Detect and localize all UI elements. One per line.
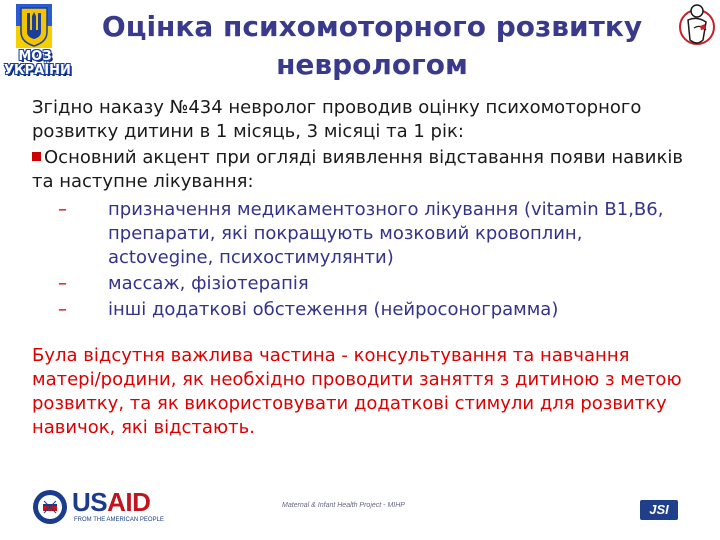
intro-paragraph: Згідно наказу №434 невролог проводив оцінку психомоторного розвитку дитини в 1 місяць, 3 місяці та 1 рік: <box>32 97 642 142</box>
main-bullet-text: Основний акцент при огляді виявлення відставання появи навиків та наступне лікування: <box>32 147 683 192</box>
slide-content <box>32 96 692 440</box>
jsi-logo: JSI <box>640 500 678 520</box>
sub-list-item <box>56 298 692 322</box>
sub-item-text: массаж, фізіотерапія <box>108 273 309 294</box>
moz-logo-text: МОЗ УКРАЇНИ <box>4 49 71 78</box>
main-bullet <box>32 146 692 194</box>
square-bullet-icon <box>32 152 41 161</box>
sub-item-text: інші додаткові обстеження (нейросонограмма) <box>108 299 559 320</box>
sub-item-text: призначення медикаментозного лікування (vitamin В1,В6, препарати, які покращують мозковий кровоплин, actovegine, психостимулянти) <box>108 199 664 268</box>
title-line-2: неврологом <box>276 48 468 81</box>
usaid-wordmark <box>72 487 150 517</box>
usaid-us-text: US <box>72 487 108 517</box>
sub-list-item <box>56 272 692 296</box>
conclusion-paragraph: Була відсутня важлива частина - консультування та навчання матері/родини, як необхідно проводити заняття з дитиною з метою розвитку, та як використовувати додаткові стимули для розвитку навичок, які відстають. <box>32 345 682 438</box>
usaid-aid-text: AID <box>107 487 151 517</box>
moz-ukraine-logo <box>4 4 71 90</box>
page-title <box>92 8 652 84</box>
mother-child-logo-icon <box>676 2 718 52</box>
sub-list <box>56 198 692 322</box>
title-line-1: Оцінка психомоторного розвитку <box>101 10 643 43</box>
usaid-seal-icon <box>32 489 68 525</box>
footer-project-text: Maternal & Infant Health Project - MIHP <box>282 502 405 509</box>
sub-list-item <box>56 198 692 270</box>
usaid-tagline: FROM THE AMERICAN PEOPLE <box>74 517 164 523</box>
dash-bullet-icon: – <box>58 299 67 320</box>
dash-bullet-icon: – <box>58 273 67 294</box>
dash-bullet-icon: – <box>58 199 67 220</box>
trident-coat-of-arms-icon <box>16 4 52 48</box>
usaid-logo <box>32 489 162 529</box>
